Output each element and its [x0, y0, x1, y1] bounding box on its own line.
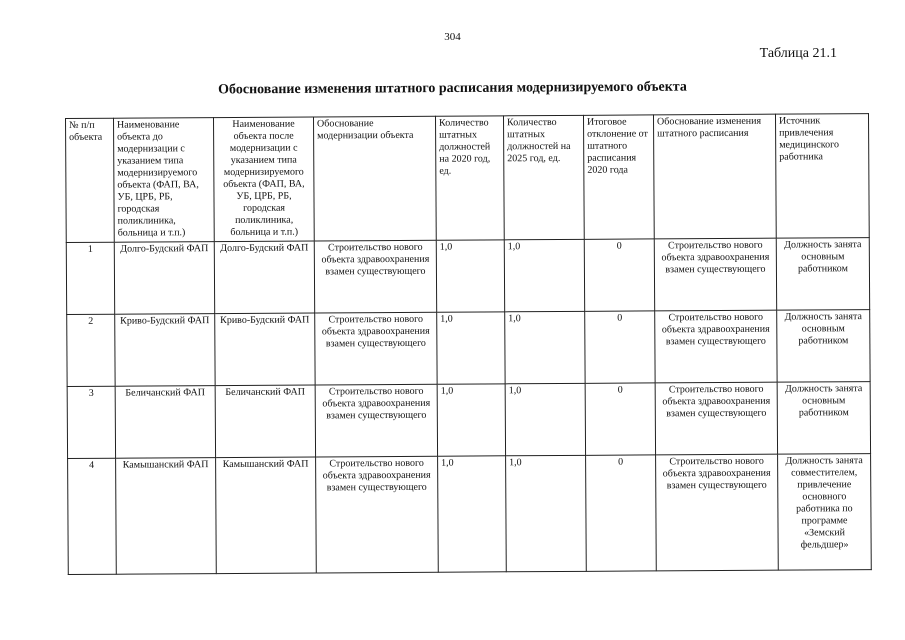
table-row — [67, 382, 870, 459]
header-cell-name-before: Наименование объекта до модернизации с указанием типа модернизируемого объекта (ФАП, ВА, УБ, ЦРБ, РБ, городская поликлиника, больница и т.п.) — [114, 118, 215, 243]
staff-source: Должность занята основным работником — [777, 310, 870, 383]
staff-count-2025: 1,0 — [506, 455, 587, 571]
staff-source: Должность занята совместителем, привлечение основного работника по программе «Земский фельдшер» — [778, 454, 872, 571]
staff-count-2025: 1,0 — [505, 311, 585, 383]
header-cell-deviation: Итоговое отклонение от штатного расписания 2020 года — [583, 115, 654, 239]
row-number: 4 — [68, 458, 117, 574]
header-cell-staff-source: Источник привлечения медицинского работника — [775, 114, 869, 239]
header-cell-staff-2025: Количество штатных должностей на 2025 год, ед. — [503, 115, 584, 239]
change-reason: Строительство нового объекта здравоохранения взамен существующего — [656, 454, 779, 571]
object-name-before: Криво-Будский ФАП — [115, 314, 215, 387]
change-reason: Строительство нового объекта здравоохранения взамен существующего — [654, 238, 776, 311]
row-number: 2 — [67, 314, 115, 386]
staffing-table — [65, 113, 872, 575]
modernization-reason: Строительство нового объекта здравоохранения взамен существующего — [315, 384, 437, 457]
object-name-before: Беличанский ФАП — [115, 386, 215, 459]
modernization-reason: Строительство нового объекта здравоохранения взамен существующего — [315, 312, 437, 385]
staff-deviation: 0 — [585, 311, 655, 383]
document-title: Обоснование изменения штатного расписания модернизируемого объекта — [218, 79, 687, 98]
object-name-after: Долго-Будский ФАП — [214, 241, 314, 314]
header-cell-number: № п/п объекта — [66, 118, 115, 242]
row-number: 3 — [67, 386, 115, 458]
table-row — [68, 454, 872, 575]
modernization-reason: Строительство нового объекта здравоохранения взамен существующего — [314, 240, 436, 313]
staff-source: Должность занята основным работником — [776, 238, 869, 311]
table-row — [67, 310, 870, 387]
staff-count-2020: 1,0 — [436, 240, 504, 312]
staff-count-2020: 1,0 — [437, 384, 505, 456]
staff-count-2025: 1,0 — [504, 239, 584, 311]
change-reason: Строительство нового объекта здравоохранения взамен существующего — [655, 310, 777, 383]
object-name-before: Долго-Будский ФАП — [114, 242, 214, 315]
row-number: 1 — [66, 242, 114, 314]
staff-deviation: 0 — [584, 239, 654, 311]
staff-deviation: 0 — [586, 455, 657, 571]
staff-count-2020: 1,0 — [437, 312, 505, 384]
object-name-after: Криво-Будский ФАП — [215, 313, 315, 386]
change-reason: Строительство нового объекта здравоохранения взамен существующего — [655, 382, 777, 455]
header-cell-change-reason: Обоснование изменения штатного расписания — [653, 114, 776, 239]
table-caption: Таблица 21.1 — [759, 46, 837, 61]
modernization-reason: Строительство нового объекта здравоохранения взамен существующего — [316, 456, 439, 573]
object-name-before: Камышанский ФАП — [116, 458, 217, 575]
header-cell-name-after: Наименование объекта после модернизации с указанием типа модернизируемого объекта (ФАП, ВА, УБ, ЦРБ, РБ, городская поликлиника, больница и т.п.) — [214, 117, 315, 242]
page-number: 304 — [444, 31, 461, 43]
header-cell-staff-2020: Количество штатных должностей на 2020 год, ед. — [435, 116, 504, 240]
staff-deviation: 0 — [585, 383, 655, 455]
staff-count-2020: 1,0 — [438, 456, 507, 572]
object-name-after: Беличанский ФАП — [215, 385, 315, 458]
header-cell-modernization-reason: Обоснование модернизации объекта — [313, 116, 436, 241]
staff-count-2025: 1,0 — [505, 383, 585, 455]
object-name-after: Камышанский ФАП — [216, 457, 317, 574]
table-header-row — [66, 114, 870, 243]
table-row — [66, 238, 869, 315]
staff-source: Должность занята основным работником — [777, 382, 870, 455]
